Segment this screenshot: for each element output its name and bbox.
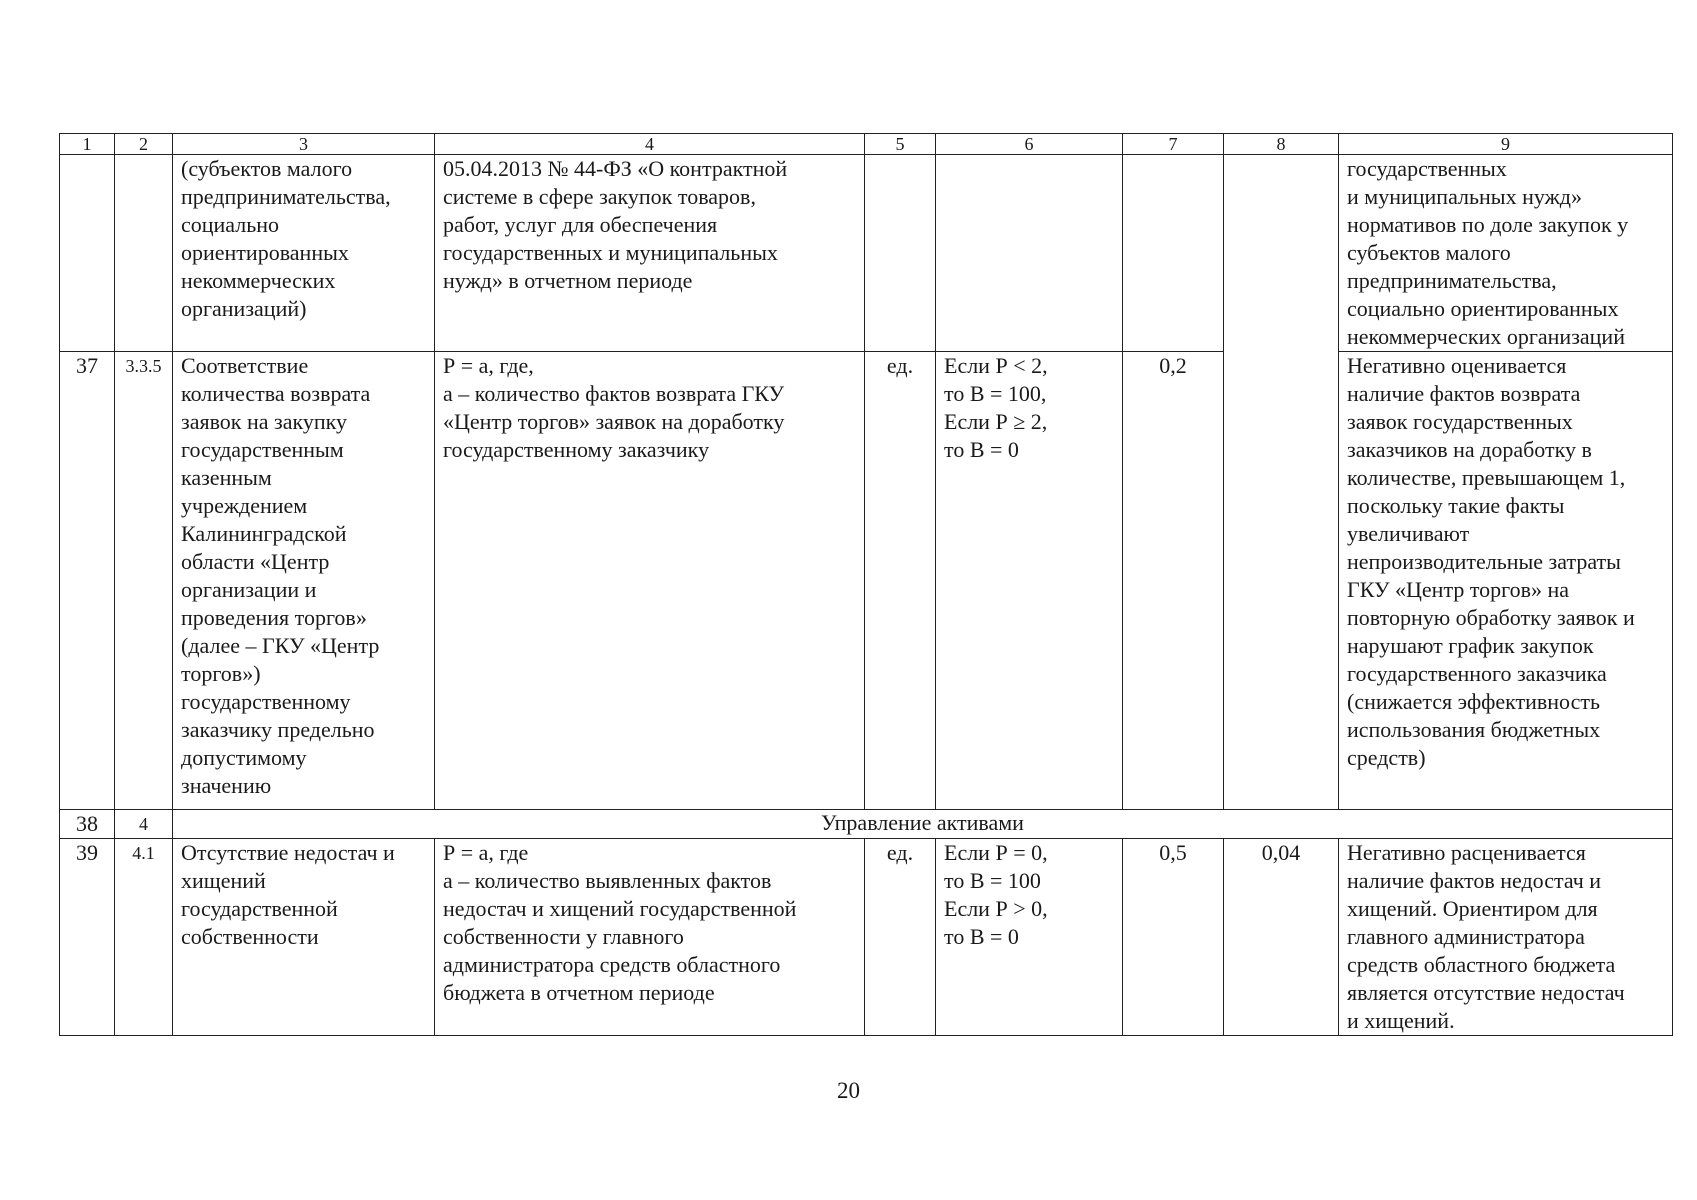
row-number-cell: 37 (60, 352, 115, 810)
comment-cell: государственных и муниципальных нужд» нормативов по доле закупок у субъектов малого предпринимательства, социально ориентированных некоммерческих организаций (1339, 155, 1673, 352)
column-header-5: 5 (865, 134, 936, 155)
weight-cell: 0,2 (1123, 352, 1224, 810)
row-number-cell (60, 155, 115, 352)
table-row-38-section (60, 810, 1673, 839)
indicators-table (59, 133, 1673, 1036)
column-header-3: 3 (173, 134, 435, 155)
unit-cell: ед. (865, 352, 936, 810)
indicator-name-cell: (субъектов малого предпринимательства, социально ориентированных некоммерческих организаций) (173, 155, 435, 352)
group-weight-cell: 0,04 (1224, 839, 1339, 1036)
column-header-2: 2 (115, 134, 173, 155)
table-row-continuation (60, 155, 1673, 352)
comment-cell: Негативно оценивается наличие фактов возврата заявок государственных заказчиков на доработку в количестве, превышающем 1, поскольку такие факты увеличивают непроизводительные затраты ГКУ «Центр торгов» на повторную обработку заявок и нарушают график закупок государственного заказчика (снижается эффективность использования бюджетных средств) (1339, 352, 1673, 810)
page-number: 20 (837, 1078, 860, 1103)
score-rule-cell: Если Р = 0, то В = 100 Если Р > 0, то В = 0 (936, 839, 1123, 1036)
subsection-number-cell: 3.3.5 (115, 352, 173, 810)
score-rule-cell: Если Р < 2, то В = 100, Если Р ≥ 2, то В = 0 (936, 352, 1123, 810)
formula-cell: Р = а, где а – количество выявленных фактов недостач и хищений государственной собственности у главного администратора средств областного бюджета в отчетном периоде (435, 839, 865, 1036)
column-header-6: 6 (936, 134, 1123, 155)
column-header-1: 1 (60, 134, 115, 155)
formula-cell: 05.04.2013 № 44-ФЗ «О контрактной системе в сфере закупок товаров, работ, услуг для обеспечения государственных и муниципальных нужд» в отчетном периоде (435, 155, 865, 352)
unit-cell: ед. (865, 839, 936, 1036)
section-title-cell: Управление активами (173, 810, 1673, 839)
indicator-name-cell: Отсутствие недостач и хищений государственной собственности (173, 839, 435, 1036)
column-header-8: 8 (1224, 134, 1339, 155)
table-row-39 (60, 839, 1673, 1036)
indicator-name-cell: Соответствие количества возврата заявок на закупку государственным казенным учреждением Калининградской области «Центр организации и проведения торгов» (далее – ГКУ «Центр торгов») государственному заказчику предельно допустимому значению (173, 352, 435, 810)
row-number-cell: 38 (60, 810, 115, 839)
comment-cell: Негативно расценивается наличие фактов недостач и хищений. Ориентиром для главного администратора средств областного бюджета является отсутствие недостач и хищений. (1339, 839, 1673, 1036)
row-number-cell: 39 (60, 839, 115, 1036)
group-weight-cell (1224, 155, 1339, 810)
unit-cell (865, 155, 936, 352)
subsection-number-cell (115, 155, 173, 352)
score-rule-cell (936, 155, 1123, 352)
formula-cell: Р = а, где, а – количество фактов возврата ГКУ «Центр торгов» заявок на доработку государственному заказчику (435, 352, 865, 810)
weight-cell: 0,5 (1123, 839, 1224, 1036)
subsection-number-cell: 4.1 (115, 839, 173, 1036)
subsection-number-cell: 4 (115, 810, 173, 839)
table-row-37 (60, 352, 1673, 810)
column-header-7: 7 (1123, 134, 1224, 155)
column-header-4: 4 (435, 134, 865, 155)
column-header-9: 9 (1339, 134, 1673, 155)
column-number-header-row (60, 134, 1673, 155)
weight-cell (1123, 155, 1224, 352)
